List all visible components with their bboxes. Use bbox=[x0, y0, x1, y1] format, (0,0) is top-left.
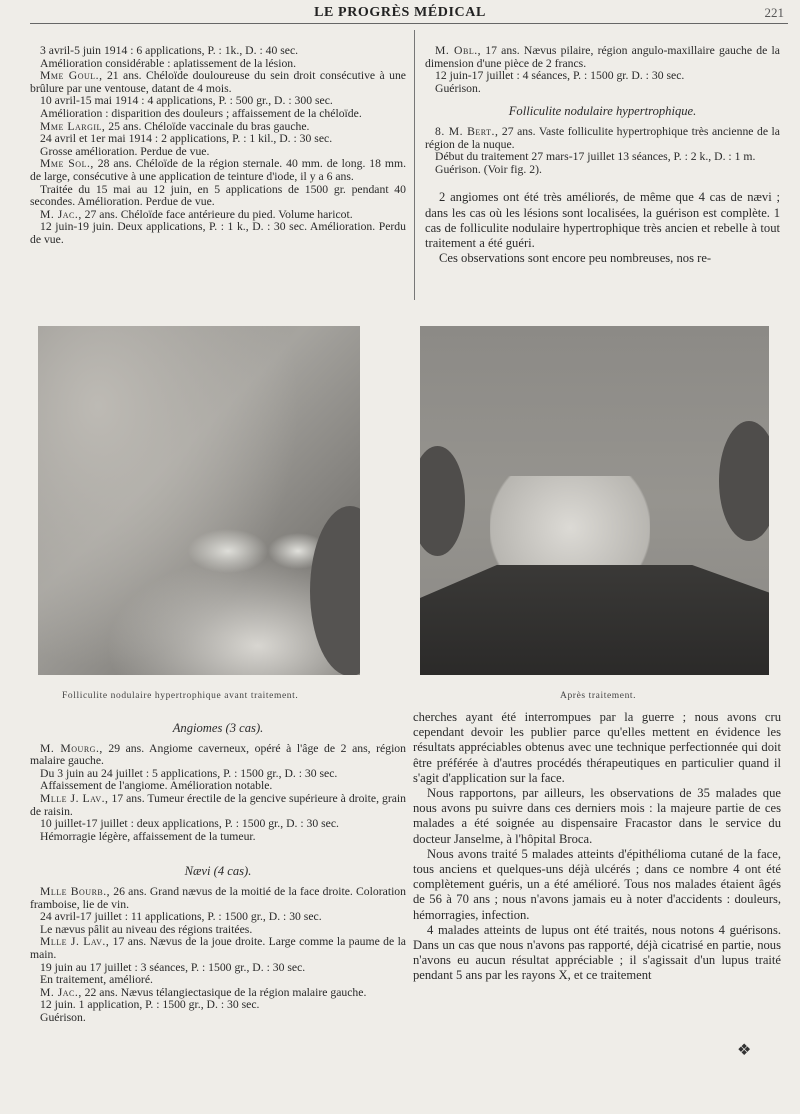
entry: 3 avril-5 juin 1914 : 6 applications, P. : 1k., D. : 40 sec. bbox=[40, 44, 299, 57]
patient-name: M. Jac., bbox=[40, 985, 82, 999]
section-title: Nævi (4 cas). bbox=[184, 864, 252, 879]
patient-name: Mlle J. Lav., bbox=[40, 791, 109, 805]
entry: Amélioration : disparition des douleurs ; affaissement de la chéloïde. bbox=[40, 106, 362, 120]
entry: Mme Goul., 21 ans. Chéloïde douloureuse du sein droit consécutive à une brûlure par une ventouse, datant de 4 mois. bbox=[30, 69, 406, 95]
entry: Mme Sol., 28 ans. Chéloïde de la région sternale. 40 mm. de long. 18 mm. de large, consécutive à une application de teinture d'iode, il y a 6 ans. bbox=[30, 157, 406, 183]
ornament-icon: ❖ bbox=[737, 1042, 752, 1059]
entry: M. Jac., 27 ans. Chéloïde face antérieure du pied. Volume haricot. bbox=[40, 207, 353, 221]
paragraph: cherches ayant été interrompues par la guerre ; nous avons cru cependant devoir les publier parce qu'elles mettent en évidence les résultats appréciables obtenus avec une technique perfectionnée qui doit être préférée à d'autres procédés thérapeutiques en particulier quand il s'agit d'application sur la face. bbox=[413, 710, 781, 785]
entry: Mlle J. Lav., 17 ans. Nævus de la joue droite. Large comme la paume de la main. bbox=[30, 935, 406, 961]
ear-shape bbox=[719, 421, 769, 541]
page-header bbox=[0, 0, 800, 24]
entry: M. Obl., 17 ans. Nævus pilaire, région angulo-maxillaire gauche de la dimension d'une pièce de 2 francs. bbox=[425, 44, 780, 70]
ear-shape bbox=[310, 506, 360, 675]
photo-after-treatment bbox=[420, 326, 769, 675]
entry: Grosse amélioration. Perdue de vue. bbox=[40, 144, 210, 158]
collar-shape bbox=[420, 565, 769, 675]
paragraph: Nous rapportons, par ailleurs, les observations de 35 malades que nous avons pu suivre dans ces derniers mois : la majeure partie de ces malades a été soignée au dispensaire Fracastor dans le service du docteur Janselme, à l'hôpital Broca. bbox=[413, 786, 781, 846]
entry: 12 juin-19 juin. Deux applications, P. : 1 k., D. : 30 sec. Amélioration. Perdu de vue. bbox=[30, 220, 406, 246]
entry: 24 avril et 1er mai 1914 : 2 applications, P. : 1 kil., D. : 30 sec. bbox=[40, 132, 333, 146]
entry: Mme Largil, 25 ans. Chéloïde vaccinale du bras gauche. bbox=[40, 119, 310, 133]
patient-name: M. Jac., bbox=[40, 207, 82, 221]
entry: 24 avril-17 juillet : 11 applications, P. : 1500 gr., D. : 30 sec. bbox=[40, 910, 322, 924]
top-left-column bbox=[30, 45, 406, 247]
entry: Hémorragie légère, affaissement de la tumeur. bbox=[40, 829, 256, 843]
entry: Mlle Bourb., 26 ans. Grand nævus de la moitié de la face droite. Coloration framboise, lie de vin. bbox=[30, 884, 406, 911]
patient-name: Mlle J. Lav., bbox=[40, 935, 110, 949]
entry: M. Jac., 22 ans. Nævus télangiectasique de la région malaire gauche. bbox=[40, 985, 367, 999]
photo-before-treatment bbox=[38, 326, 360, 675]
entry: Mlle J. Lav., 17 ans. Tumeur érectile de la gencive supérieure à droite, grain de raisin. bbox=[30, 791, 407, 818]
entry: Début du traitement 27 mars-17 juillet 13 séances, P. : 2 k., D. : 1 m. bbox=[435, 150, 756, 164]
entry: Affaissement de l'angiome. Amélioration notable. bbox=[40, 779, 273, 793]
bottom-right-column bbox=[413, 710, 781, 984]
entry: 19 juin au 17 juillet : 3 séances, P. : 1500 gr., D. : 30 sec. bbox=[40, 960, 306, 974]
entry: Guérison. bbox=[40, 1010, 86, 1024]
section-title: Angiomes (3 cas). bbox=[172, 721, 264, 735]
entry: Guérison. bbox=[435, 81, 481, 95]
patient-name: 8. M. Bert., bbox=[435, 124, 499, 138]
patient-name: M. Obl., bbox=[435, 44, 482, 57]
entry: Du 3 juin au 24 juillet : 5 applications, P. : 1500 gr., D. : 30 sec. bbox=[40, 766, 338, 780]
paragraph: Ces observations sont encore peu nombreuses, nos re- bbox=[439, 251, 712, 266]
section-title: Folliculite nodulaire hypertrophique. bbox=[508, 104, 697, 119]
figure-caption-before: Folliculite nodulaire hypertrophique avant traitement. bbox=[62, 691, 299, 701]
bottom-left-column bbox=[30, 712, 406, 1024]
patient-name: Mme Sol., bbox=[40, 157, 94, 171]
entry: Traitée du 15 mai au 12 juin, en 5 applications de 1500 gr. pendant 40 secondes. Amélioration. Perdue de vue. bbox=[30, 182, 406, 209]
entry: 12 juin. 1 application, P. : 1500 gr., D. : 30 sec. bbox=[40, 998, 260, 1012]
top-right-column bbox=[425, 45, 780, 266]
figure-caption-after: Après traitement. bbox=[560, 691, 637, 701]
patient-name: Mlle Bourb., bbox=[40, 884, 111, 898]
patient-name: Mme Largil, bbox=[40, 119, 106, 133]
entry: Le nævus pâlit au niveau des régions traitées. bbox=[40, 922, 253, 936]
patient-name: Mme Goul., bbox=[40, 69, 103, 83]
journal-title: LE PROGRÈS MÉDICAL bbox=[314, 5, 486, 20]
paragraph: 2 angiomes ont été très améliorés, de même que 4 cas de nævi ; dans les cas où les lésions sont localisées, la guérison est complète. 1 cas de folliculite nodulaire hypertrophique très ancien et rebelle à tout traitement a été guéri. bbox=[425, 190, 780, 250]
header-rule bbox=[30, 23, 788, 24]
entry: 10 avril-15 mai 1914 : 4 applications, P. : 500 gr., D. : 300 sec. bbox=[40, 94, 333, 108]
entry: 10 juillet-17 juillet : deux applications, P. : 1500 gr., D. : 30 sec. bbox=[40, 817, 339, 831]
entry: En traitement, amélioré. bbox=[40, 973, 153, 987]
entry: M. Mourg., 29 ans. Angiome caverneux, opéré à l'âge de 2 ans, région malaire gauche. bbox=[30, 741, 406, 768]
page-number: 221 bbox=[764, 5, 784, 20]
entry: Amélioration considérable : aplatissement de la lésion. bbox=[40, 56, 297, 70]
paragraph: Nous avons traité 5 malades atteints d'épithélioma cutané de la face, tous anciens et quelques-uns déjà ulcérés ; dans ce nombre 4 ont été complètement guéris, un a été amélioré. Tous nos malades étaient âgés de 56 à 70 ans ; nous n'avons jamais eu à noter d'accidents : douleurs, hémorragies, infection. bbox=[413, 846, 781, 922]
ear-shape bbox=[420, 446, 465, 556]
patient-name: M. Mourg., bbox=[40, 741, 103, 755]
column-divider bbox=[414, 30, 415, 300]
entry: Guérison. (Voir fig. 2). bbox=[435, 162, 542, 176]
paragraph: 4 malades atteints de lupus ont été traités, nous notons 4 guérisons. Dans un cas que nous n'avons pas rapporté, déjà cicatrisé en partie, nous n'avons eu aucun résultat appréciable ; il s'agissait d'un lupus traité pendant 5 ans par les rayons X, et ce traitement bbox=[413, 922, 781, 983]
entry: 12 juin-17 juillet : 4 séances, P. : 1500 gr. D. : 30 sec. bbox=[435, 69, 685, 83]
entry: 8. M. Bert., 27 ans. Vaste folliculite hypertrophique très ancienne de la région de la nuque. bbox=[425, 124, 780, 151]
